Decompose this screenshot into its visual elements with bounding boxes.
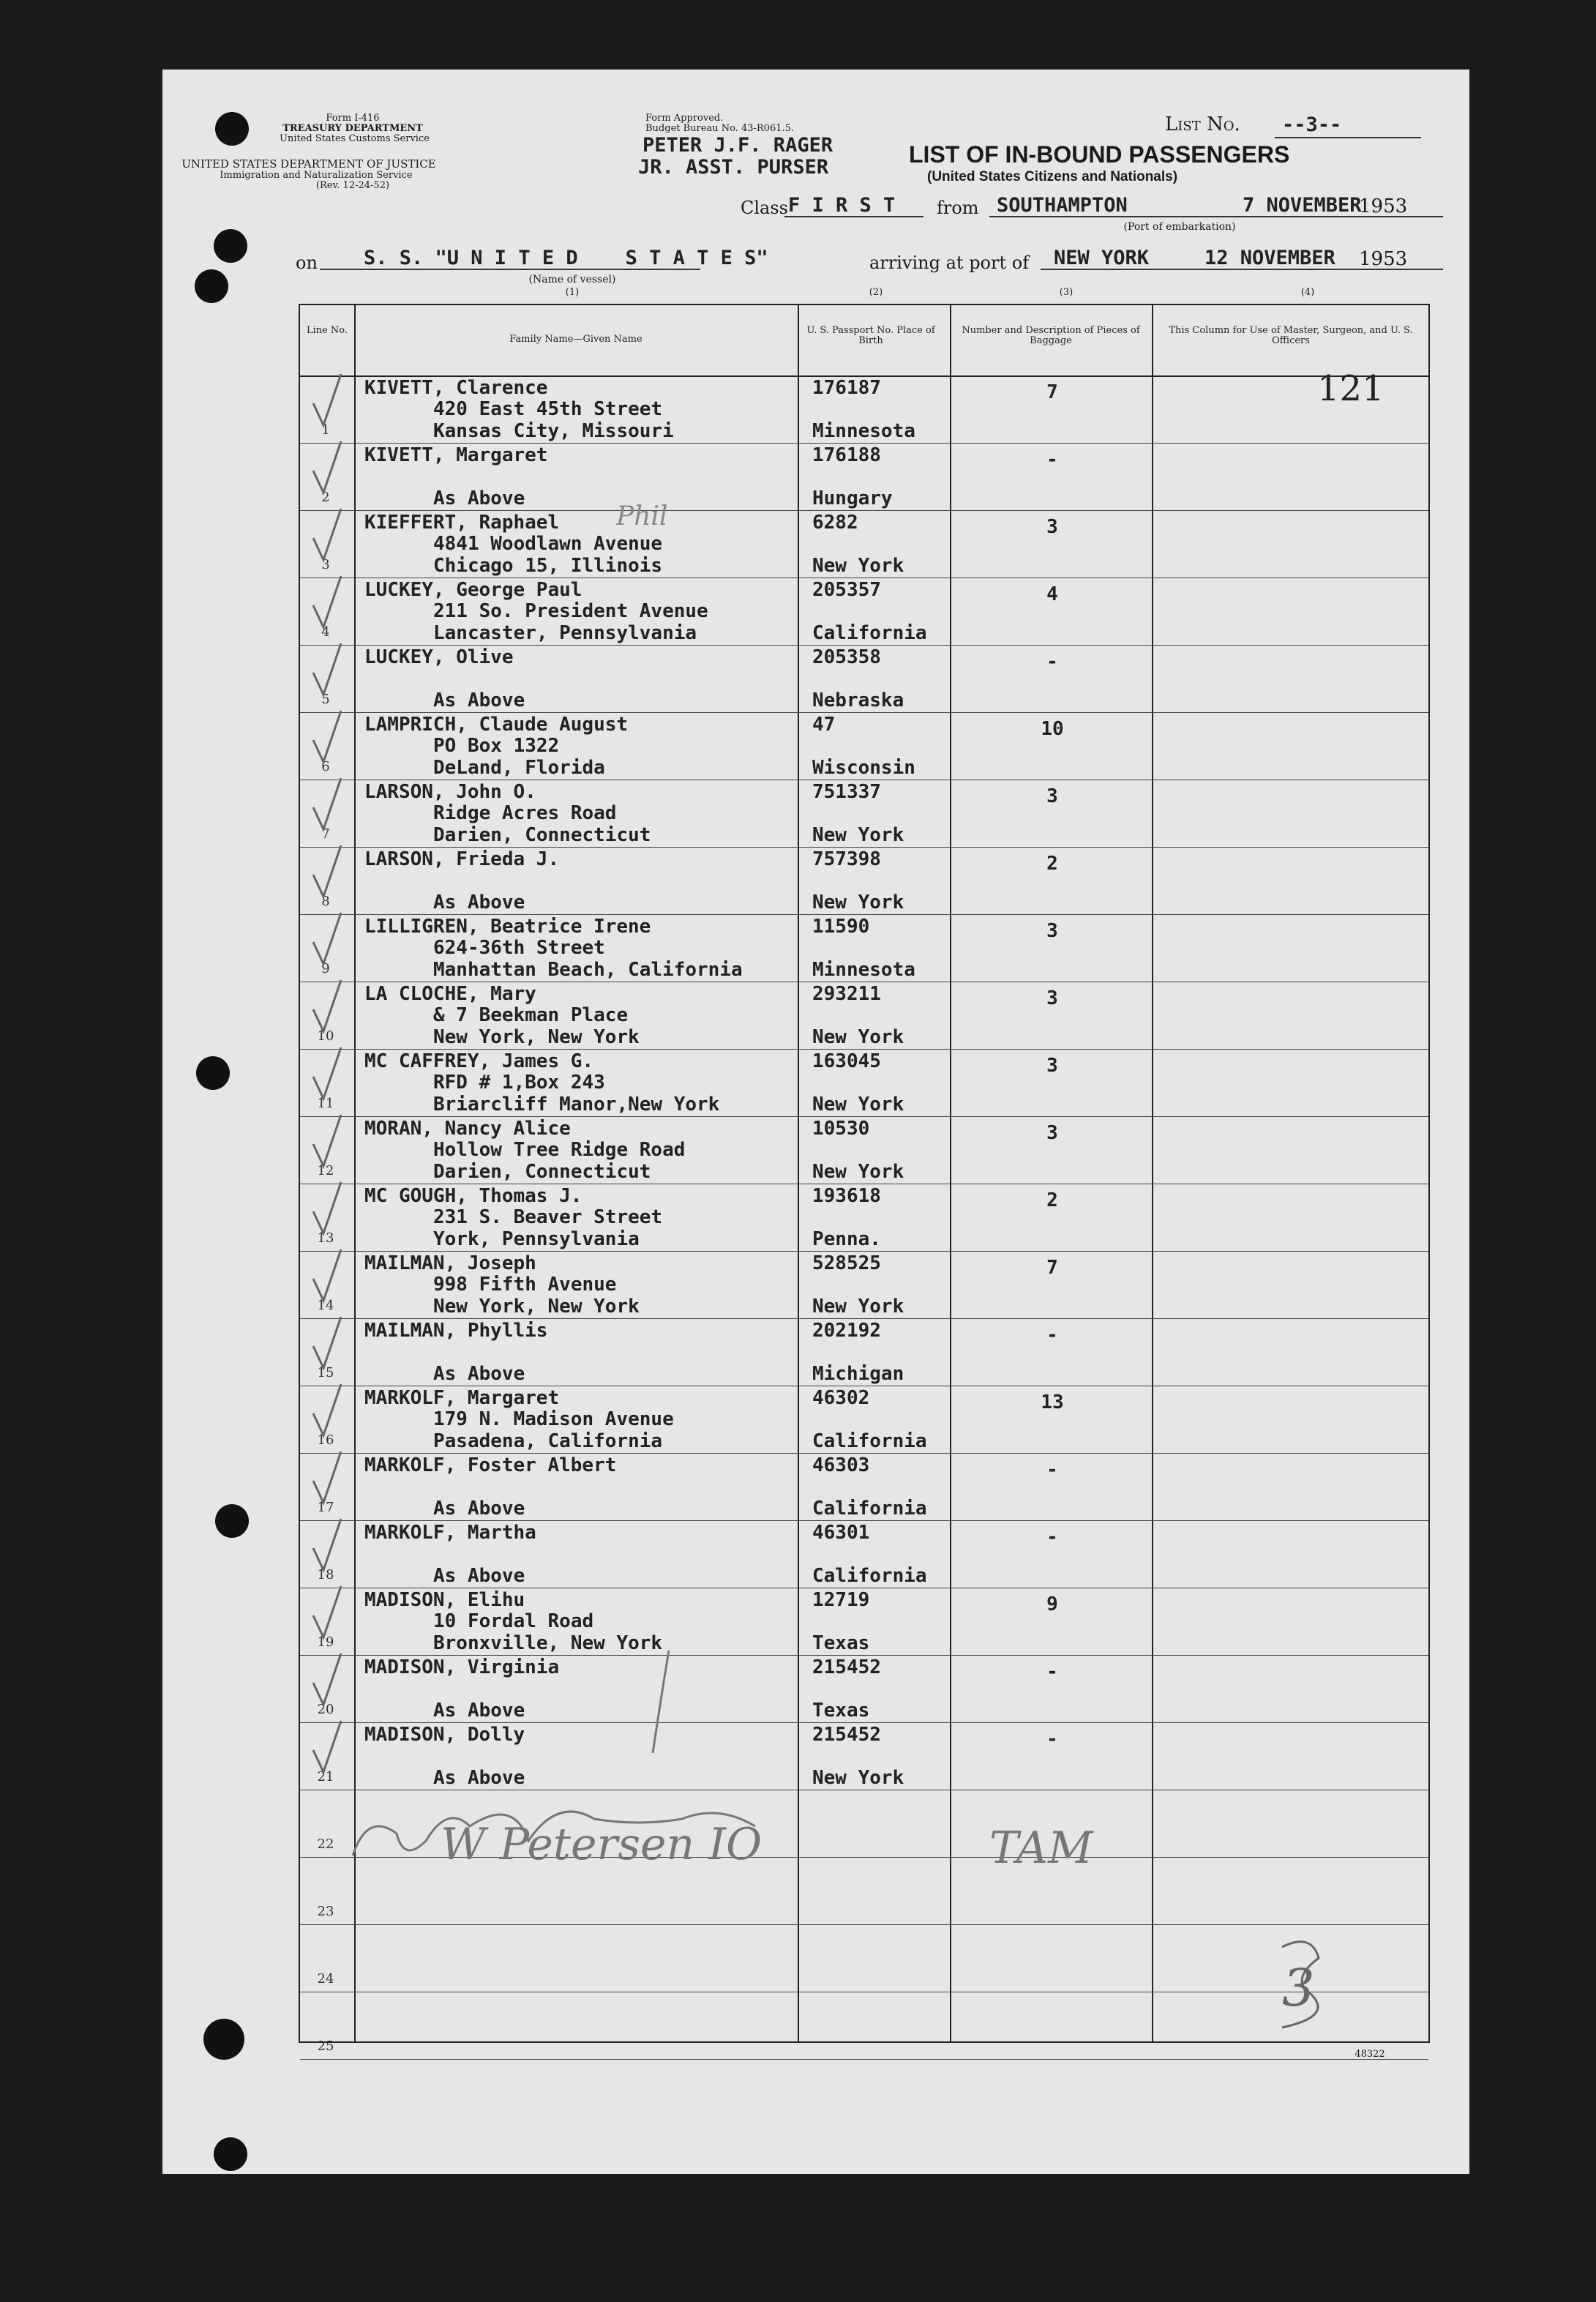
officer-signature: W Petersen IO [441, 1819, 763, 1870]
passenger-name: LAMPRICH, Claude August [364, 714, 629, 736]
header-line-no: Line No. [306, 325, 348, 336]
line-number: 25 [317, 2038, 334, 2054]
place-of-birth: New York [812, 1094, 904, 1116]
address-line-1: 211 So. President Avenue [433, 600, 708, 622]
passenger-name: MADISON, Dolly [364, 1724, 525, 1746]
place-of-birth: California [812, 1565, 927, 1587]
address-line-2: York, Pennsylvania [433, 1228, 640, 1250]
passenger-name: LARSON, John O. [364, 781, 536, 803]
passport-number: 176188 [812, 444, 881, 466]
address-line-1: & 7 Beekman Place [433, 1004, 629, 1026]
list-label: List No. [1165, 113, 1240, 135]
check-mark [313, 913, 341, 964]
line-number: 21 [317, 1769, 334, 1785]
address-line-2: Chicago 15, Illinois [433, 555, 663, 577]
line-number: 5 [321, 692, 330, 707]
form-title: LIST OF IN-BOUND PASSENGERS [909, 141, 1290, 168]
passport-number: 46302 [812, 1387, 870, 1409]
from-label: from [937, 198, 979, 218]
column-number-4: (4) [1300, 287, 1315, 298]
passenger-name: KIVETT, Margaret [364, 444, 548, 466]
punch-hole [214, 229, 247, 263]
punch-hole [203, 2019, 244, 2060]
passenger-name: MADISON, Virginia [364, 1656, 560, 1678]
place-of-birth: California [812, 1430, 927, 1452]
address-line-1: 4841 Woodlawn Avenue [433, 533, 663, 555]
place-of-birth: Minnesota [812, 420, 915, 442]
punch-hole [195, 269, 228, 303]
passport-number: 10530 [812, 1118, 870, 1140]
passport-number: 46301 [812, 1522, 870, 1544]
place-of-birth: New York [812, 1296, 904, 1318]
line-number: 16 [317, 1432, 334, 1448]
check-mark [313, 778, 341, 829]
passport-number: 751337 [812, 781, 881, 803]
check-mark [313, 441, 341, 493]
address-line-1: 10 Fordal Road [433, 1610, 594, 1632]
baggage-count: 7 [1046, 381, 1058, 403]
address-line-2: Manhattan Beach, California [433, 959, 743, 981]
check-mark [313, 643, 341, 695]
line-number: 15 [317, 1365, 334, 1380]
place-of-birth: Texas [812, 1632, 870, 1654]
baggage-count: - [1046, 1324, 1058, 1346]
baggage-count: 13 [1041, 1391, 1064, 1413]
line-number: 19 [317, 1634, 334, 1650]
check-mark [313, 509, 341, 560]
address-line-2: DeLand, Florida [433, 757, 605, 779]
check-mark [313, 980, 341, 1031]
baggage-count: 9 [1046, 1593, 1058, 1615]
check-marks [313, 374, 341, 1772]
place-of-birth: Penna. [812, 1228, 881, 1250]
passenger-name: LARSON, Frieda J. [364, 848, 560, 870]
check-mark [313, 1115, 341, 1166]
line-number: 12 [317, 1163, 334, 1178]
passenger-name: MARKOLF, Margaret [364, 1387, 560, 1409]
address-line-1: 624-36th Street [433, 937, 605, 959]
address-line-1: 231 S. Beaver Street [433, 1206, 663, 1228]
baggage-count: - [1046, 1526, 1058, 1548]
check-mark [313, 1384, 341, 1435]
baggage-count: 2 [1046, 853, 1058, 875]
treasury-department: TREASURY DEPARTMENT [282, 123, 423, 134]
signature-stroke [653, 1651, 669, 1753]
budget-bureau: Budget Bureau No. 43-R061.5. [645, 123, 795, 134]
passenger-name: MC CAFFREY, James G. [364, 1050, 594, 1072]
baggage-count: 3 [1046, 987, 1058, 1009]
check-mark [313, 711, 341, 762]
form-code: 48322 [1355, 2049, 1385, 2060]
line-number: 1 [321, 422, 330, 438]
vessel-caption: (Name of vessel) [528, 274, 616, 285]
baggage-count: - [1046, 1459, 1058, 1481]
on-label: on [296, 253, 318, 273]
address-line-2: As Above [433, 1498, 525, 1520]
passport-number: 215452 [812, 1724, 881, 1746]
check-mark [313, 576, 341, 627]
passenger-name: MADISON, Elihu [364, 1589, 525, 1611]
line-number: 2 [321, 490, 330, 505]
address-line-2: Briarcliff Manor,New York [433, 1094, 720, 1116]
passport-number: 193618 [812, 1185, 881, 1207]
column-number-3: (3) [1059, 287, 1074, 298]
passenger-name: MAILMAN, Phyllis [364, 1320, 548, 1342]
address-line-1: RFD # 1,Box 243 [433, 1072, 605, 1094]
passenger-name: MARKOLF, Martha [364, 1522, 536, 1544]
punch-hole [214, 2137, 247, 2171]
baggage-count: 3 [1046, 516, 1058, 538]
punch-hole [215, 1504, 249, 1538]
passenger-name: LUCKEY, Olive [364, 646, 514, 668]
place-of-birth: New York [812, 555, 904, 577]
arrival-date: 12 NOVEMBER [1205, 247, 1335, 269]
passport-number: 11590 [812, 916, 870, 938]
passenger-name: MC GOUGH, Thomas J. [364, 1185, 582, 1207]
place-of-birth: California [812, 622, 927, 644]
form-number: Form I-416 [326, 113, 380, 124]
list-number: --3-- [1282, 113, 1342, 136]
check-mark [313, 1047, 341, 1099]
line-number: 23 [317, 1904, 334, 1919]
place-of-birth: Minnesota [812, 959, 915, 981]
line-number: 3 [321, 557, 330, 572]
address-line-2: As Above [433, 690, 525, 711]
place-of-birth: California [812, 1498, 927, 1520]
page-stamp: 121 [1317, 368, 1385, 409]
address-line-2: New York, New York [433, 1026, 640, 1048]
column-number-2: (2) [869, 287, 883, 298]
check-mark [313, 1451, 341, 1503]
line-number: 7 [321, 826, 330, 842]
baggage-count: 3 [1046, 1122, 1058, 1144]
form-subtitle: (United States Citizens and Nationals) [927, 169, 1178, 184]
passport-number: 12719 [812, 1589, 870, 1611]
column-number-1: (1) [565, 287, 580, 298]
line-number: 24 [317, 1971, 334, 1987]
place-of-birth: Michigan [812, 1363, 904, 1385]
address-line-2: Darien, Connecticut [433, 1161, 651, 1183]
line-number: 20 [317, 1702, 334, 1717]
kieffert-note: Phil [616, 501, 668, 531]
place-of-birth: Nebraska [812, 690, 904, 711]
check-mark [313, 1586, 341, 1637]
line-number: 11 [317, 1096, 334, 1111]
check-mark [313, 1519, 341, 1570]
check-mark [313, 845, 341, 897]
line-number: 8 [321, 894, 330, 909]
line-number: 18 [317, 1567, 334, 1582]
address-line-2: As Above [433, 892, 525, 913]
passenger-name: LUCKEY, George Paul [364, 579, 582, 601]
arriving-label: arriving at port of [869, 253, 1030, 273]
passenger-name: KIEFFERT, Raphael [364, 512, 560, 534]
place-of-birth: Hungary [812, 487, 893, 509]
line-number: 22 [317, 1836, 334, 1852]
baggage-count: 3 [1046, 920, 1058, 942]
check-mark [313, 1653, 341, 1705]
baggage-count: 4 [1046, 583, 1058, 605]
customs-service: United States Customs Service [280, 133, 430, 144]
line-number: 9 [321, 961, 330, 976]
check-mark [313, 1317, 341, 1368]
passport-number: 293211 [812, 983, 881, 1005]
passenger-name: KIVETT, Clarence [364, 377, 548, 399]
line-number: 6 [321, 759, 330, 774]
punch-hole [196, 1056, 230, 1090]
passport-number: 176187 [812, 377, 881, 399]
baggage-count: - [1046, 1728, 1058, 1750]
dept-of-justice: UNITED STATES DEPARTMENT OF JUSTICE [181, 157, 436, 171]
place-of-birth: Texas [812, 1700, 870, 1722]
port-of-embarkation-caption: (Port of embarkation) [1123, 221, 1236, 233]
address-line-1: 420 East 45th Street [433, 398, 663, 420]
passport-number: 46303 [812, 1454, 870, 1476]
address-line-2: Lancaster, Pennsylvania [433, 622, 697, 644]
class-value: F I R S T [788, 194, 896, 217]
address-line-2: As Above [433, 1363, 525, 1385]
manifest-page [162, 70, 1469, 2174]
passenger-name: MAILMAN, Joseph [364, 1252, 536, 1274]
header-officers: This Column for Use of Master, Surgeon, and U. S. Officers [1169, 325, 1413, 346]
header-name: Family Name—Given Name [509, 334, 642, 345]
officer-title: JR. ASST. PURSER [638, 156, 829, 179]
line-number: 4 [321, 624, 330, 640]
passenger-name: MORAN, Nancy Alice [364, 1118, 571, 1140]
passenger-name: LILLIGREN, Beatrice Irene [364, 916, 651, 938]
address-line-2: Darien, Connecticut [433, 824, 651, 846]
ins-service: Immigration and Naturalization Service [220, 170, 413, 181]
address-line-1: 179 N. Madison Avenue [433, 1408, 674, 1430]
passenger-name: MARKOLF, Foster Albert [364, 1454, 617, 1476]
baggage-count: - [1046, 651, 1058, 673]
passport-number: 757398 [812, 848, 881, 870]
check-mark [313, 1249, 341, 1301]
address-line-2: Pasadena, California [433, 1430, 663, 1452]
address-line-2: As Above [433, 1767, 525, 1789]
address-line-1: 998 Fifth Avenue [433, 1274, 617, 1296]
place-of-birth: Wisconsin [812, 757, 915, 779]
passport-number: 6282 [812, 512, 858, 534]
vessel-name: S. S. "U N I T E D S T A T E S" [364, 247, 768, 269]
passport-number: 47 [812, 714, 836, 736]
address-line-2: New York, New York [433, 1296, 640, 1318]
baggage-count: 2 [1046, 1189, 1058, 1211]
baggage-count: 3 [1046, 785, 1058, 807]
address-line-1: Ridge Acres Road [433, 802, 617, 824]
passenger-name: LA CLOCHE, Mary [364, 983, 536, 1005]
header-passport: U. S. Passport No. Place of Birth [806, 325, 935, 346]
passport-number: 215452 [812, 1656, 881, 1678]
embark-year: 1953 [1359, 195, 1408, 217]
arrival-port: NEW YORK [1054, 247, 1150, 269]
revision-date: (Rev. 12-24-52) [315, 180, 390, 191]
passport-number: 163045 [812, 1050, 881, 1072]
embark-date: 7 NOVEMBER [1243, 194, 1362, 217]
address-line-2: As Above [433, 1565, 525, 1587]
place-of-birth: New York [812, 1767, 904, 1789]
baggage-count: 3 [1046, 1055, 1058, 1077]
address-line-2: Bronxville, New York [433, 1632, 663, 1654]
passport-number: 205357 [812, 579, 881, 601]
place-of-birth: New York [812, 1026, 904, 1048]
officer-name: PETER J.F. RAGER [642, 134, 833, 157]
place-of-birth: New York [812, 1161, 904, 1183]
form-approved: Form Approved. [645, 113, 724, 124]
embark-port: SOUTHAMPTON [997, 194, 1128, 217]
arrival-year: 1953 [1359, 248, 1408, 270]
header-baggage: Number and Description of Pieces of Baggage [962, 325, 1140, 346]
baggage-count: 7 [1046, 1257, 1058, 1279]
passport-number: 202192 [812, 1320, 881, 1342]
baggage-count: - [1046, 1661, 1058, 1683]
line-number: 17 [317, 1500, 334, 1515]
place-of-birth: New York [812, 824, 904, 846]
address-line-2: As Above [433, 487, 525, 509]
place-of-birth: New York [812, 892, 904, 913]
handwriting-overlay [162, 70, 1469, 2174]
check-mark [313, 374, 341, 425]
address-line-1: PO Box 1322 [433, 735, 560, 757]
passport-number: 205358 [812, 646, 881, 668]
margin-note: 3 [1282, 1958, 1315, 2018]
check-mark [313, 1182, 341, 1233]
baggage-count: 10 [1041, 718, 1064, 740]
check-mark [313, 1721, 341, 1772]
address-line-2: Kansas City, Missouri [433, 420, 674, 442]
line-number: 13 [317, 1230, 334, 1246]
line-number: 14 [317, 1298, 334, 1313]
class-label: Class [741, 198, 788, 218]
officer-initials: TAM [989, 1823, 1093, 1874]
baggage-count: - [1046, 449, 1058, 471]
punch-hole [215, 112, 249, 146]
address-line-2: As Above [433, 1700, 525, 1722]
passport-number: 528525 [812, 1252, 881, 1274]
line-number: 10 [317, 1028, 334, 1044]
address-line-1: Hollow Tree Ridge Road [433, 1139, 686, 1161]
